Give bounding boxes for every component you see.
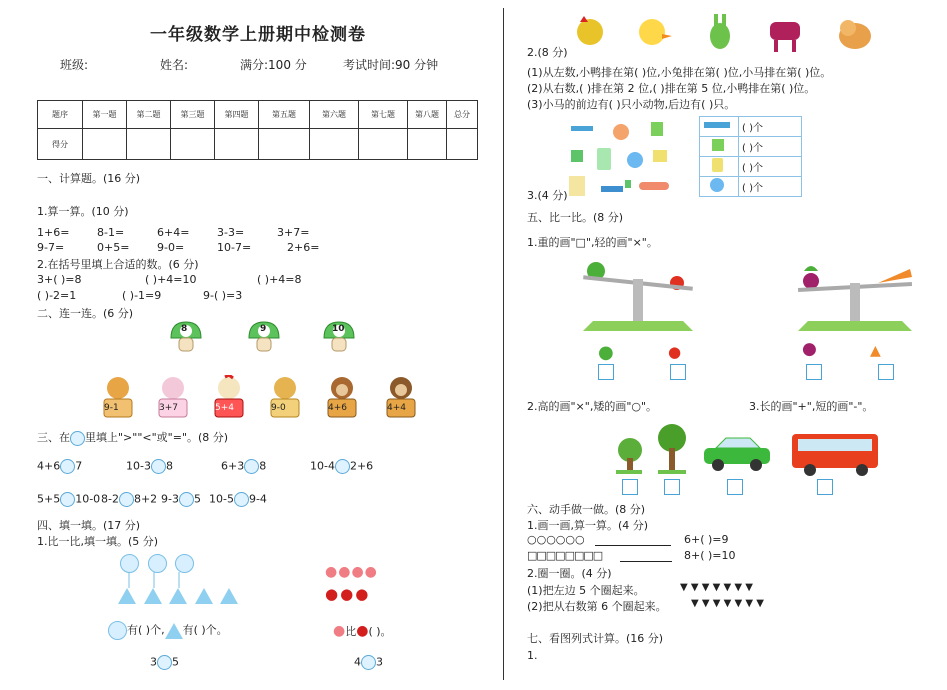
s3-title-b: 里填上">""<"或"="。(8 分) [85,431,229,444]
calc-item: 1+6= [37,226,70,239]
section-7-title: 七、看图列式计算。(16 分) [527,632,664,645]
calc-item: 10-7= [217,241,252,254]
q2-line-3: (3)小马的前边有( )只小动物,后边有( )只。 [527,98,736,111]
circle-line-2: (2)把从右数第 6 个圈起来。 [527,600,667,613]
answer-box[interactable] [878,364,894,380]
q2-line-1: (1)从左数,小鸭排在第( )位,小兔排在第( )位,小马排在第( )位。 [527,66,832,79]
shape-count[interactable]: ( )个 [739,177,802,197]
fill-item: ( )-1=9 [122,289,162,302]
score-cell[interactable] [310,129,359,160]
s3-title-a: 三、在 [37,431,70,444]
calc-item: 8-1= [97,226,125,239]
compare-circle[interactable] [335,459,350,474]
calc-item: 2+6= [287,241,320,254]
apple-row [325,585,370,603]
score-header-cell: 第八题 [408,101,447,129]
full-score: 满分:100 分 [240,58,307,72]
circle-marks-1[interactable]: ▼ ▼ ▼ ▼ ▼ ▼ ▼ [680,582,753,593]
shape-count[interactable]: ( )个 [739,117,802,137]
q2-line-2: (2)从右数,( )排在第 2 位,( )排在第 5 位,小鸭排在第( )位。 [527,82,816,95]
triangle-shape-icon [195,588,213,604]
scale-2 [798,259,918,337]
compare-text-2: ●比●( )。 [333,623,392,639]
peach-icon: ● [364,564,378,580]
triangle-shape-icon [118,588,136,604]
score-header-cell: 第二题 [127,101,171,129]
shape-cuboid-icon [700,117,739,137]
answer-box[interactable] [664,479,680,495]
compare-item[interactable]: 8-2 8+2 [101,492,158,506]
compare-circle[interactable] [361,655,376,670]
calc-item: 9-7= [37,241,65,254]
triangle-row [118,588,238,607]
s4-q1-title: 1.比一比,填一填。(5 分) [37,535,159,548]
animal-expr: 5+4 [215,403,234,413]
answer-box[interactable] [622,479,638,495]
animal-card-dog[interactable] [267,375,303,419]
fill-item: 3+( )=8 [37,273,82,286]
fill-item: ( )+4=10 [145,273,197,286]
animal-card-cow[interactable] [100,375,136,419]
section-5-title: 五、比一比。(8 分) [527,211,624,224]
pepper-icon: ● [598,342,614,363]
peach-icon: ● [333,623,346,639]
s6-q2-title: 2.圈一圈。(4 分) [527,567,612,580]
calc-item: 3+7= [277,226,310,239]
circle-shape-icon [108,621,127,640]
s1-q1-title: 1.算一算。(10 分) [37,205,129,218]
page-title: 一年级数学上册期中检测卷 [150,25,366,45]
triangle-shape-icon [220,588,238,604]
fill-item: ( )+4=8 [257,273,302,286]
compare-item[interactable]: 9-3 5 [161,492,201,506]
animal-card-sheep[interactable] [155,375,191,419]
animal-expr: 9-0 [271,403,286,413]
mushroom-8[interactable] [169,320,203,354]
score-cell[interactable] [259,129,310,160]
compare-circle[interactable] [151,459,166,474]
shape-cube-icon [700,137,739,157]
compare-item[interactable]: 10-4 2+6 [310,459,374,473]
shape-count[interactable]: ( )个 [739,137,802,157]
compare-text-1: 有( )个, 有( )个。 [108,621,228,640]
calc-item: 3-3= [217,226,245,239]
shape-sphere-icon [700,177,739,197]
score-header-cell: 第一题 [83,101,127,129]
compare-item[interactable]: 5+5 10-0 [37,492,101,506]
apple-icon: ● [340,585,356,603]
carrot-icon: ▲ [870,343,881,359]
shape-cylinder-icon [700,157,739,177]
score-cell[interactable] [171,129,215,160]
answer-box[interactable] [806,364,822,380]
section-3-title [37,429,228,446]
compare-item[interactable]: 6+3 8 [221,459,267,473]
score-cell[interactable] [447,129,478,160]
section-2-title: 二、连一连。(6 分) [37,307,134,320]
compare-circle[interactable] [157,655,172,670]
animal-expr: 4+4 [387,403,406,413]
circle-shape-icon [120,554,139,573]
compare-circle[interactable] [234,492,249,507]
draw-row-2-shapes: □□□□□□□□ [527,549,603,562]
compare-item[interactable]: 4+6 7 [37,459,83,473]
peach-icon: ● [325,564,339,580]
compare-circle[interactable] [119,492,134,507]
calc-item: 6+4= [157,226,190,239]
score-header-cell: 第五题 [259,101,310,129]
draw-line-1[interactable] [595,545,671,546]
score-cell[interactable] [408,129,447,160]
score-cell[interactable] [359,129,408,160]
peach-icon: ● [338,564,352,580]
fill-item: ( )-2=1 [37,289,77,302]
column-divider [503,8,504,680]
mushroom-number: 10 [332,324,345,334]
shape-pile [567,120,677,203]
cmp-bottom-2[interactable]: 4 3 [354,655,383,669]
section-1-title: 一、计算题。(16 分) [37,172,141,185]
fill-item: 9-( )=3 [203,289,243,302]
answer-box[interactable] [727,479,743,495]
score-cell[interactable] [83,129,127,160]
circle-marks-2[interactable]: ▼ ▼ ▼ ▼ ▼ ▼ ▼ [691,598,764,609]
compare-item[interactable]: 10-3 8 [126,459,173,473]
score-header-cell: 总分 [447,101,478,129]
score-header-cell: 第三题 [171,101,215,129]
s7-q1-title: 1. [527,649,538,662]
compare-circle[interactable] [60,492,75,507]
peach-icon: ● [351,564,365,580]
peach-row [325,564,378,580]
shape-count-table [699,116,802,197]
q2-title: 2.(8 分) [527,46,568,59]
section-6-title: 六、动手做一做。(8 分) [527,503,646,516]
answer-box[interactable] [598,364,614,380]
circle-line-1: (1)把左边 5 个圈起来。 [527,584,645,597]
score-cell[interactable] [215,129,259,160]
circle-blank-icon [70,431,85,446]
animal-card-monkey-2[interactable] [383,375,419,419]
class-label: 班级: [60,58,89,72]
animal-expr: 3+7 [159,403,178,413]
score-header-cell: 第七题 [359,101,408,129]
apple-icon: ● [325,585,341,603]
mushroom-number: 8 [181,324,188,334]
mushroom-10[interactable] [322,320,356,354]
scale-1 [583,259,698,337]
draw-row-1-shapes: ○○○○○○ [527,533,585,546]
score-table [37,100,478,160]
animal-card-monkey[interactable] [324,375,360,419]
car-icon [702,436,772,475]
score-row-label: 得分 [38,129,83,160]
score-header-cell: 第四题 [215,101,259,129]
circle-shape-icon [175,554,194,573]
apple-icon: ● [356,623,369,639]
compare-circle[interactable] [179,492,194,507]
score-cell[interactable] [127,129,171,160]
tomato-icon: ● [668,343,682,361]
compare-circle[interactable] [60,459,75,474]
draw-row-1-eq: 6+( )=9 [684,533,729,546]
q3-title: 3.(4 分) [527,189,568,202]
s6-q1-title: 1.画一画,算一算。(4 分) [527,519,649,532]
shape-count[interactable]: ( )个 [739,157,802,177]
triangle-shape-icon [144,588,162,604]
score-header-cell: 第六题 [310,101,359,129]
answer-box[interactable] [817,479,833,495]
circle-shape-icon [148,554,167,573]
calc-item: 9-0= [157,241,185,254]
name-label: 姓名: [160,58,189,72]
s1-q2-title: 2.在括号里填上合适的数。(6 分) [37,258,199,271]
animal-lineup [570,14,900,59]
apple-icon: ● [355,585,371,603]
section-4-title: 四、填一填。(17 分) [37,519,141,532]
cmp-bottom-1[interactable]: 3 5 [150,655,179,669]
compare-circle[interactable] [244,459,259,474]
draw-row-2-eq: 8+( )=10 [684,549,736,562]
score-header-cell: 题序 [38,101,83,129]
s5-q2-title: 2.高的画"×",矮的画"○"。 [527,400,658,413]
mushroom-9[interactable] [247,320,281,354]
beet-icon: ● [802,339,817,359]
animal-card-rooster[interactable] [211,375,247,419]
draw-line-2[interactable] [620,561,672,562]
mushroom-number: 9 [260,324,267,334]
exam-time: 考试时间:90 分钟 [343,58,439,72]
s5-q3-title: 3.长的画"+",短的画"-"。 [749,400,874,413]
triangle-shape-icon [169,588,187,604]
calc-item: 0+5= [97,241,130,254]
animal-expr: 9-1 [104,403,119,413]
trees [614,420,694,479]
animal-expr: 4+6 [328,403,347,413]
compare-item[interactable]: 10-5 9-4 [209,492,267,506]
s5-q1-title: 1.重的画"□",轻的画"×"。 [527,236,658,249]
bus-icon [790,432,880,479]
triangle-shape-icon [165,623,183,639]
answer-box[interactable] [670,364,686,380]
